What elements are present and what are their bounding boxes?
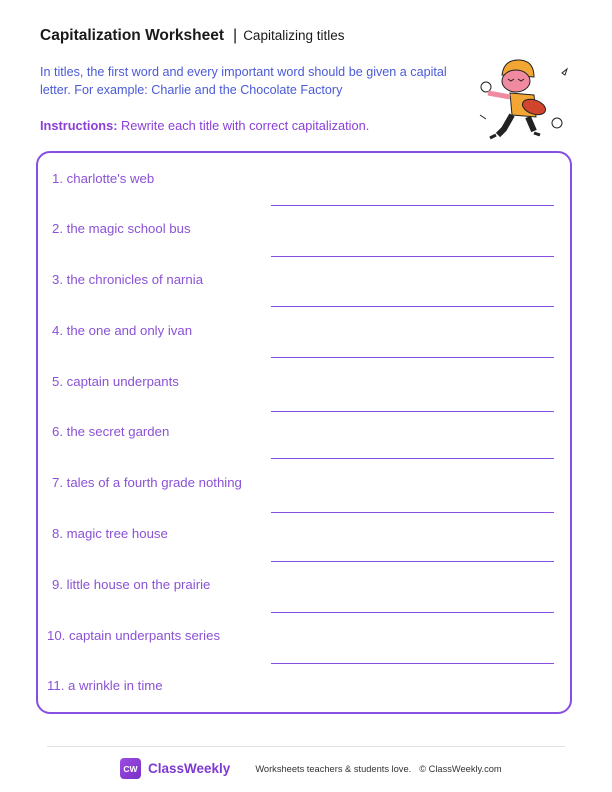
instructions-text: Rewrite each title with correct capitalization. xyxy=(117,118,370,133)
worksheet-header xyxy=(40,27,344,45)
brand-name: ClassWeekly xyxy=(148,761,231,776)
question-text: 2. the magic school bus xyxy=(52,221,191,236)
question-row xyxy=(38,475,570,515)
footer-divider xyxy=(47,746,565,747)
answer-line[interactable] xyxy=(271,512,554,513)
question-row xyxy=(38,678,570,718)
answer-line[interactable] xyxy=(271,458,554,459)
instructions-label: Instructions: xyxy=(40,118,118,133)
question-row xyxy=(38,424,570,464)
question-text: 9. little house on the prairie xyxy=(52,577,211,592)
answer-line[interactable] xyxy=(271,663,554,664)
question-row xyxy=(38,221,570,261)
answer-line[interactable] xyxy=(271,357,554,358)
question-text: 7. tales of a fourth grade nothing xyxy=(52,475,242,490)
footer-copyright: © ClassWeekly.com xyxy=(419,763,502,774)
instructions xyxy=(40,118,369,133)
question-row xyxy=(38,272,570,312)
questions-box xyxy=(36,151,572,714)
question-row xyxy=(38,628,570,668)
question-text: 4. the one and only ivan xyxy=(52,323,193,338)
question-row xyxy=(38,171,570,211)
answer-line[interactable] xyxy=(271,612,554,613)
question-text: 8. magic tree house xyxy=(52,526,168,541)
answer-line[interactable] xyxy=(271,411,554,412)
question-text: 11. a wrinkle in time xyxy=(47,678,163,693)
intro-text: In titles, the first word and every important word should be given a capital letter. For example: Charlie and the Chocolate Factory xyxy=(40,65,447,97)
answer-line[interactable] xyxy=(271,561,554,562)
question-row xyxy=(38,323,570,363)
question-text: 6. the secret garden xyxy=(52,424,170,439)
worksheet-subtitle: Capitalizing titles xyxy=(243,28,345,43)
classweekly-logo-icon: CW xyxy=(120,758,141,779)
question-text: 3. the chronicles of narnia xyxy=(52,272,204,287)
question-row xyxy=(38,526,570,566)
worksheet-title: Capitalization Worksheet xyxy=(40,27,225,44)
answer-line[interactable] xyxy=(271,713,554,714)
footer-tagline: Worksheets teachers & students love. xyxy=(255,763,412,774)
footer xyxy=(120,758,502,779)
question-text: 5. captain underpants xyxy=(52,374,179,389)
question-row xyxy=(38,577,570,617)
title-separator: | xyxy=(233,27,238,44)
question-row xyxy=(38,374,570,414)
question-text: 10. captain underpants series xyxy=(47,628,221,643)
answer-line[interactable] xyxy=(271,256,554,257)
answer-line[interactable] xyxy=(271,205,554,206)
football-player-illustration-icon xyxy=(472,55,572,145)
answer-line[interactable] xyxy=(271,306,554,307)
question-text: 1. charlotte's web xyxy=(52,171,155,186)
